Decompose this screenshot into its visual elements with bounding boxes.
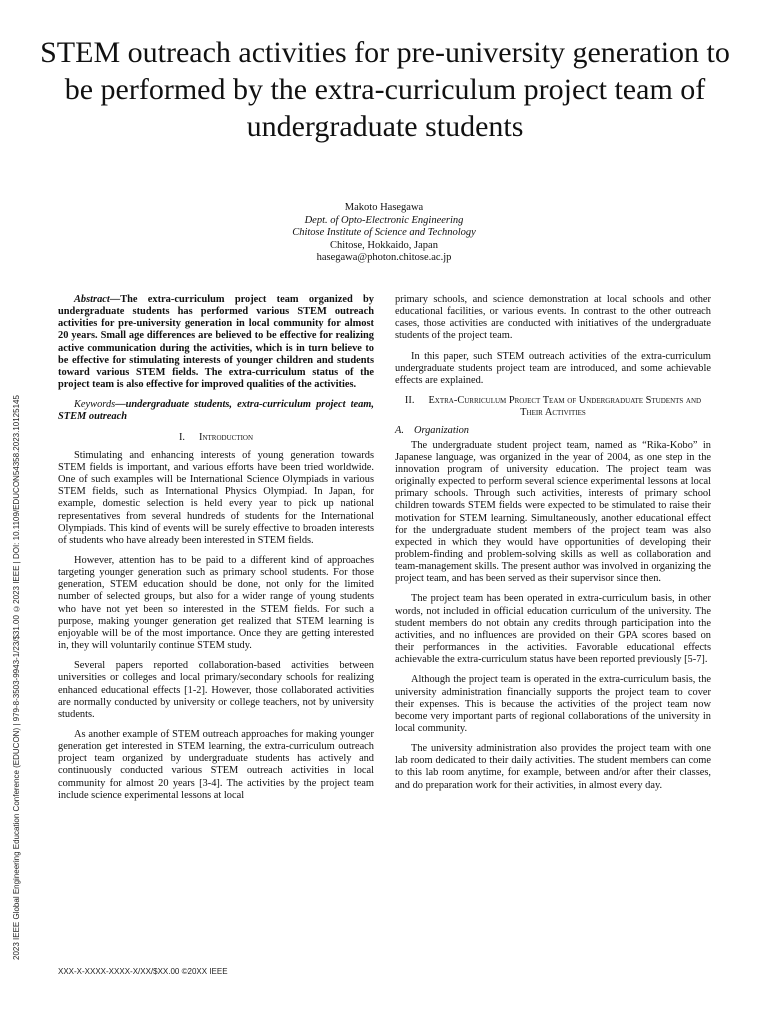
author-name: Makoto Hasegawa — [344, 202, 424, 213]
abstract-label: Abstract — [74, 294, 110, 305]
author-email[interactable]: hasegawa@photon.chitose.ac.jp — [316, 252, 452, 264]
paragraph: The university administration also provides the project team with one lab room dedicated to their daily activities. The student members can come to this lab room anytime, for example, between and/or after their classes, and do preparation work for their activities, in almost every day. — [395, 743, 711, 791]
paragraph: As another example of STEM outreach approaches for making younger generation get interested in STEM learning, the extra-curriculum outreach project team organized by undergraduate students has actively and continuously conducted various STEM outreach activities in local community for almost 20 years [3-4]. The activities by the project team include science experimental lessons at local — [58, 729, 374, 801]
abstract-text: —The extra-curriculum project team organized by undergraduate students has performed various STEM outreach activities for pre-university generation in local community for almost 20 years. Small age differences are believed to be effective for realizing active communication during the activities, which is in turn believe to be effective for stimulating interests of younger children and students toward various STEM fields. The extra-curriculum status of the project team is also effective for improved qualities of the activities. — [58, 294, 374, 391]
paragraph: In this paper, such STEM outreach activities of the extra-curriculum undergraduate students project team are introduced, and some achievable effects are explained. — [395, 350, 711, 386]
paper-title: STEM outreach activities for pre-university generation to be performed by the extra-curriculum project team of undergraduate students — [40, 36, 730, 143]
keywords — [58, 399, 374, 423]
author-institute: Chitose Institute of Science and Technology — [292, 227, 476, 239]
doi-sidebar: 2023 IEEE Global Engineering Education Conference (EDUCON) | 979-8-3503-9943-1/23/$31.00 ©2023 IEEE | DOI: 10.1109/EDUCON54358.2023.10125145 — [12, 395, 21, 960]
paragraph: Although the project team is operated in the extra-curriculum basis, the university administration financially supports the project team to cover their expenses. This is because the activities of the project team now become very important parts of regional collaborations of the university in local community. — [395, 674, 711, 734]
keywords-text: —undergraduate students, extra-curriculum project team, STEM outreach — [58, 399, 374, 423]
author-location: Chitose, Hokkaido, Japan — [330, 239, 438, 251]
section-number: I. — [178, 431, 186, 443]
subsection-heading-organization — [395, 425, 711, 437]
subsection-number: A. — [395, 425, 404, 437]
paragraph: The project team has been operated in extra-curriculum basis, in other words, not included in official education curriculum of the university. The student members do not obtain any credits through participation into the activities, and no influences are provided on their GPA scores based on their performances in the activities. Favorable educational effects achievable the extra-curriculum status have been reported previously [5-7]. — [395, 593, 711, 666]
section-title: Extra-Curriculum Project Team of Undergraduate Students and Their Activities — [428, 395, 702, 419]
paragraph: The undergraduate student project team, named as “Rika-Kobo” in Japanese language, was organized in the year of 2004, as one step in the innovation program of university education. The project team was originally expected to perform several science experimental lessons at local primary schools. Through such activities, interests of primary school children towards STEM fields were expected to be stimulated to raise their motivation for STEM learning. Simultaneously, another educational effect for the undergraduate student members of the project team was also expected in which they would have opportunities of developing their problem-finding and problem-solving skills as well as collaboration and team-management skills. The present author was involved in organizing the project team, and has been served as their supervisor since then. — [395, 439, 711, 585]
author-dept: Dept. of Opto-Electronic Engineering — [304, 214, 464, 226]
paragraph: Stimulating and enhancing interests of young generation towards STEM fields is important, and various efforts have been tried worldwide. One of such examples will be International Science Olympiads in various STEM fields, such as International Physics Olympiad. In Japan, for example, domestic selection is held every year to pick up national representatives from several hundreds of students for the International Olympiads. This kind of events will be surely effective to broaden interests of students who have already been interested in STEM fields. — [58, 449, 374, 546]
section-number: II. — [404, 395, 415, 407]
section-heading-introduction — [58, 432, 374, 444]
paragraph: Several papers reported collaboration-based activities between universities or colleges and local primary/secondary schools for realizing enhanced educational effects [1-2]. However, those collaborated activities are normally conducted by university or college teachers, not by university students. — [58, 660, 374, 720]
section-heading-project-team — [395, 395, 711, 419]
copyright-footer: XXX-X-XXXX-XXXX-X/XX/$XX.00 ©20XX IEEE — [58, 967, 228, 976]
subsection-title: Organization — [413, 425, 469, 437]
section-title: Introduction — [199, 431, 254, 443]
abstract — [58, 294, 374, 391]
keywords-label: Keywords — [74, 399, 116, 411]
author-block — [184, 202, 584, 265]
left-column — [58, 294, 374, 810]
paragraph: However, attention has to be paid to a different kind of approaches targeting younger generation such as primary school students. For those generation, STEM education should be done, not only for the limited number of selected groups, but also for a wider range of young students who have not yet been so interested in the STEM fields. For such a purpose, making younger generation get realized that STEM learning is enjoyable will be of the most importance. Once they are getting interested in, they will voluntarily continue STEM study. — [58, 554, 374, 652]
right-column — [395, 294, 711, 800]
paragraph: primary schools, and science demonstration at local schools and other educational facilities, or various events. In contrast to the other outreach cases, those activities are conducted with initiatives of the undergraduate students of the project team. — [395, 294, 711, 342]
